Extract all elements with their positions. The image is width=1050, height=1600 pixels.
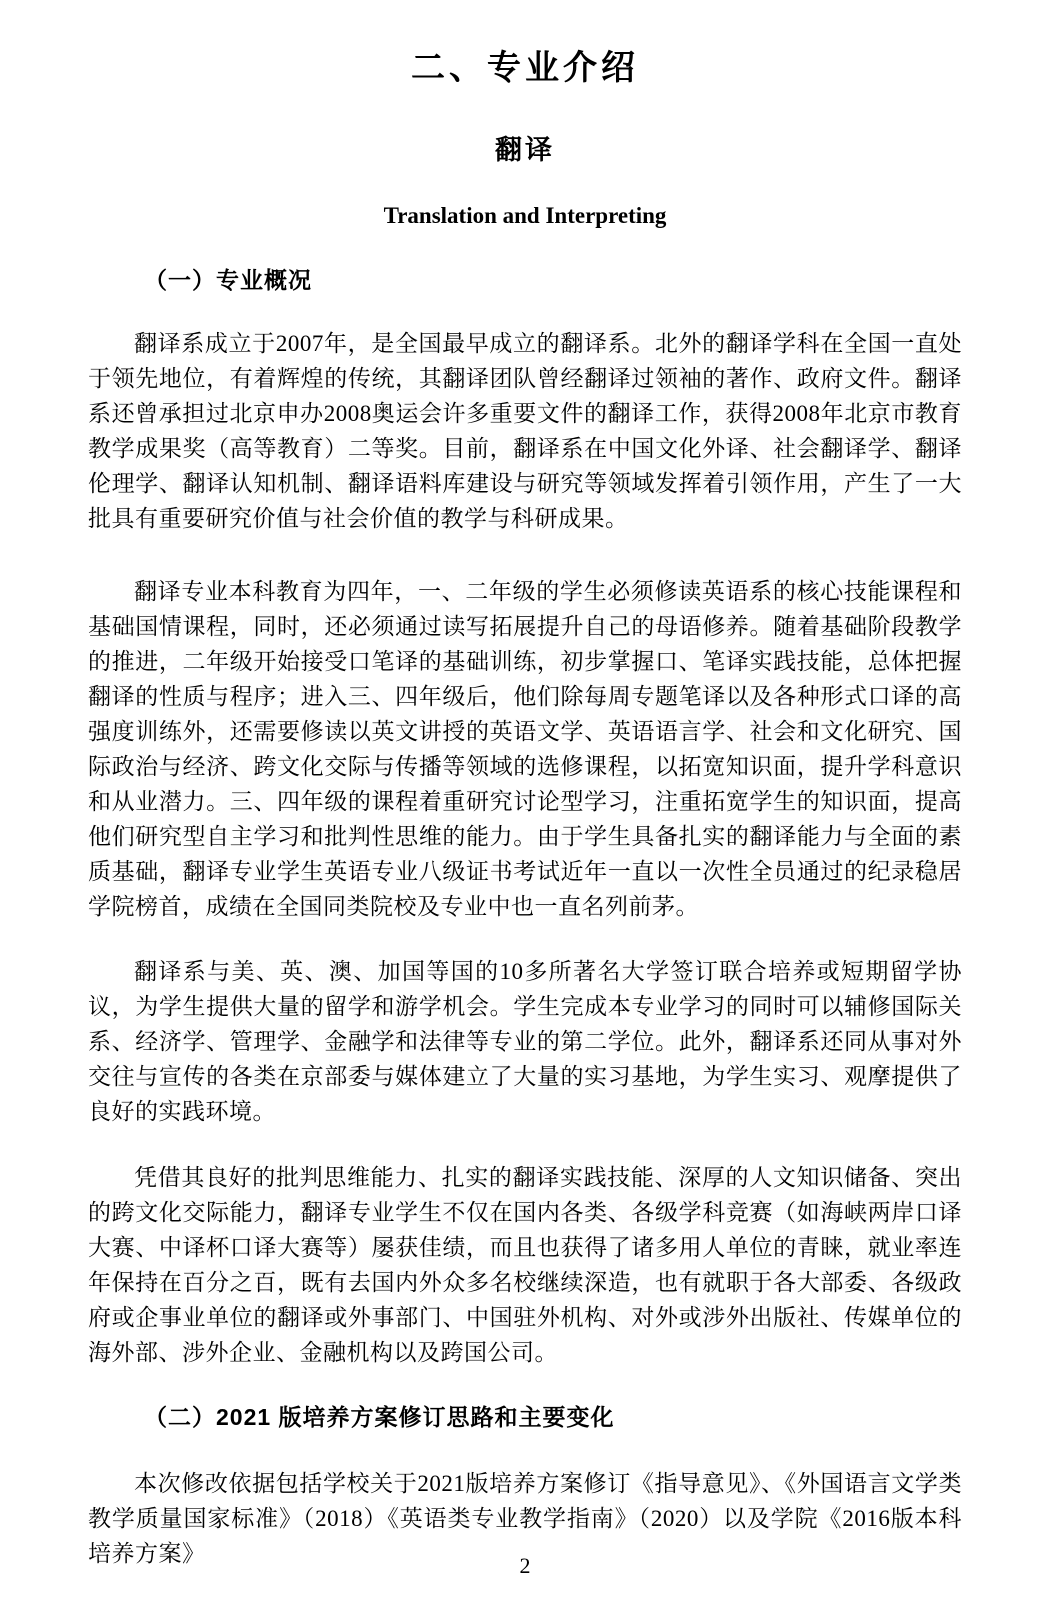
section-heading-overview: （一）专业概况 xyxy=(144,267,312,293)
section-heading-revision: （二）2021 版培养方案修订思路和主要变化 xyxy=(144,1404,615,1430)
main-title: 二、专业介绍 xyxy=(411,49,639,87)
major-title-en: Translation and Interpreting xyxy=(383,203,667,228)
major-title: 翻译 xyxy=(495,135,555,165)
paragraph-overview-history: 翻译系成立于2007年，是全国最早成立的翻译系。北外的翻译学科在全国一直处于领先地位，有着辉煌的传统，其翻译团队曾经翻译过领袖的著作、政府文件。翻译系还曾承担过北京申办2008奥运会许多重要文件的翻译工作，获得2008年北京市教育教学成果奖（高等教育）二等奖。目前，翻译系在中国文化外译、社会翻译学、翻译伦理学、翻译认知机制、翻译语料库建设与研究等领域发挥着引领作用，产生了一大批具有重要研究价值与社会价值的教学与科研成果。 xyxy=(88,331,962,531)
page-number: 2 xyxy=(519,1553,531,1578)
paragraph-overview-employment: 凭借其良好的批判思维能力、扎实的翻译实践技能、深厚的人文知识储备、突出的跨文化交际能力，翻译专业学生不仅在国内各类、各级学科竞赛（如海峡两岸口译大赛、中译杯口译大赛等）屡获佳绩，而且也获得了诸多用人单位的青睐，就业率连年保持在百分之百，既有去国内外众多名校继续深造，也有就职于各大部委、各级政府或企事业单位的翻译或外事部门、中国驻外机构、对外或涉外出版社、传媒单位的海外部、涉外企业、金融机构以及跨国公司。 xyxy=(88,1165,962,1365)
paragraph-overview-curriculum: 翻译专业本科教育为四年，一、二年级的学生必须修读英语系的核心技能课程和基础国情课程，同时，还必须通过读写拓展提升自己的母语修养。随着基础阶段教学的推进，二年级开始接受口笔译的基础训练，初步掌握口、笔译实践技能，总体把握翻译的性质与程序；进入三、四年级后，他们除每周专题笔译以及各种形式口译的高强度训练外，还需要修读以英文讲授的英语文学、英语语言学、社会和文化研究、国际政治与经济、跨文化交际与传播等领域的选修课程，以拓宽知识面，提升学科意识和从业潜力。三、四年级的课程着重研究讨论型学习，注重拓宽学生的知识面，提高他们研究型自主学习和批判性思维的能力。由于学生具备扎实的翻译能力与全面的素质基础，翻译专业学生英语专业八级证书考试近年一直以一次性全员通过的纪录稳居学院榜首，成绩在全国同类院校及专业中也一直名列前茅。 xyxy=(88,579,962,919)
paragraph-overview-exchange: 翻译系与美、英、澳、加国等国的10多所著名大学签订联合培养或短期留学协议，为学生提供大量的留学和游学机会。学生完成本专业学习的同时可以辅修国际关系、经济学、管理学、金融学和法律等专业的第二学位。此外，翻译系还同从事对外交往与宣传的各类在京部委与媒体建立了大量的实习基地，为学生实习、观摩提供了良好的实践环境。 xyxy=(88,959,962,1124)
paragraph-revision-basis: 本次修改依据包括学校关于2021版培养方案修订《指导意见》、《外国语言文学类教学质量国家标准》（2018）《英语类专业教学指南》（2020）以及学院《2016版本科培养方案》 xyxy=(88,1471,962,1566)
